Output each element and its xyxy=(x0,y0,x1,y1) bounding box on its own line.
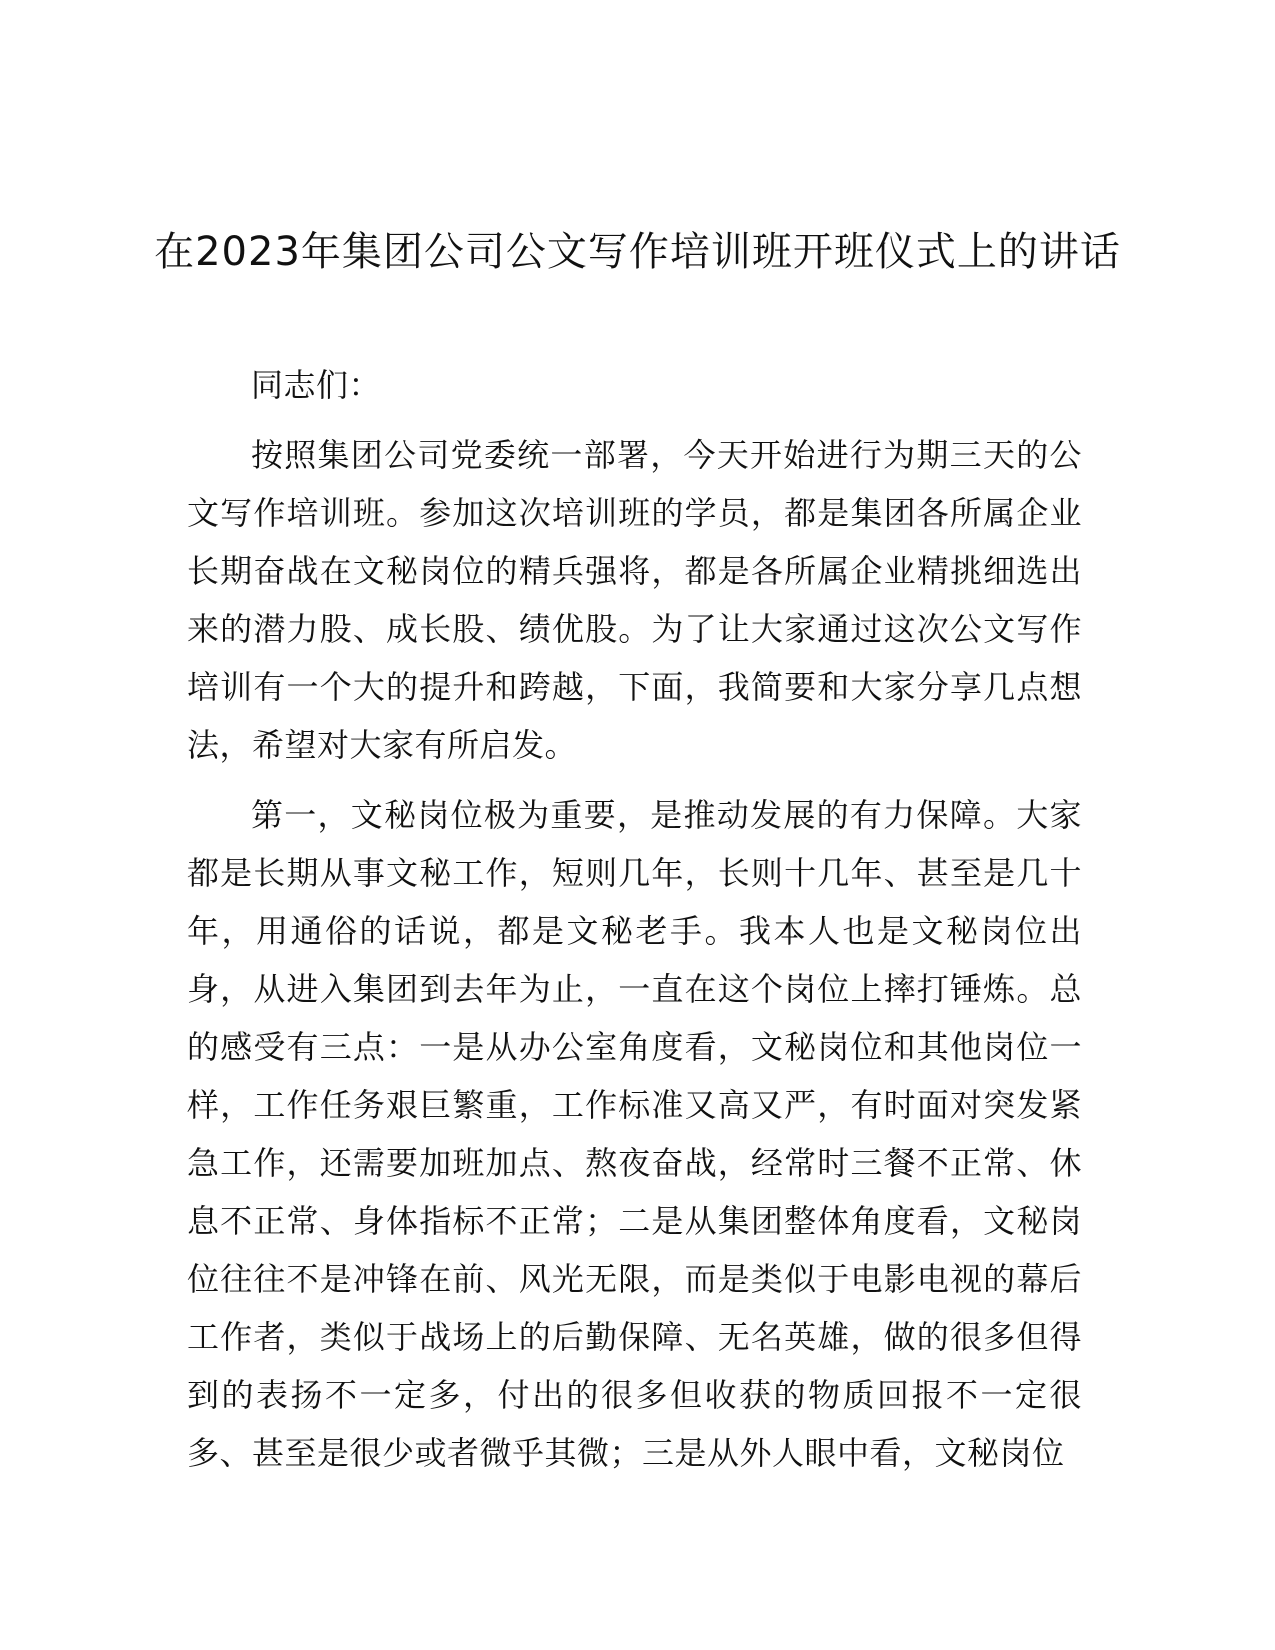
paragraph-first-point: 第一，文秘岗位极为重要，是推动发展的有力保障。大家都是长期从事文秘工作，短则几年，长则十几年、甚至是几十年，用通俗的话说，都是文秘老手。我本人也是文秘岗位出身，从进入集团到去年为止，一直在这个岗位上摔打锤炼。总的感受有三点：一是从办公室角度看，文秘岗位和其他岗位一样，工作任务艰巨繁重，工作标准又高又严，有时面对突发紧急工作，还需要加班加点、熬夜奋战，经常时三餐不正常、休息不正常、身体指标不正常；二是从集团整体角度看，文秘岗位往往不是冲锋在前、风光无限，而是类似于电影电视的幕后工作者，类似于战场上的后勤保障、无名英雄，做的很多但得到的表扬不一定多，付出的很多但收获的物质回报不一定很多、甚至是很少或者微乎其微；三是从外人眼中看，文秘岗位 xyxy=(187,796,1082,1472)
document-title: 在2023年集团公司公文写作培训班开班仪式上的讲话 xyxy=(154,229,1121,275)
paragraph-intro: 按照集团公司党委统一部署，今天开始进行为期三天的公文写作培训班。参加这次培训班的学员，都是集团各所属企业长期奋战在文秘岗位的精兵强将，都是各所属企业精挑细选出来的潜力股、成长股、绩优股。为了让大家通过这次公文写作培训有一个大的提升和跨越，下面，我简要和大家分享几点想法，希望对大家有所启发。 xyxy=(187,436,1082,764)
salutation: 同志们： xyxy=(251,366,382,404)
document-body xyxy=(187,356,1082,1494)
